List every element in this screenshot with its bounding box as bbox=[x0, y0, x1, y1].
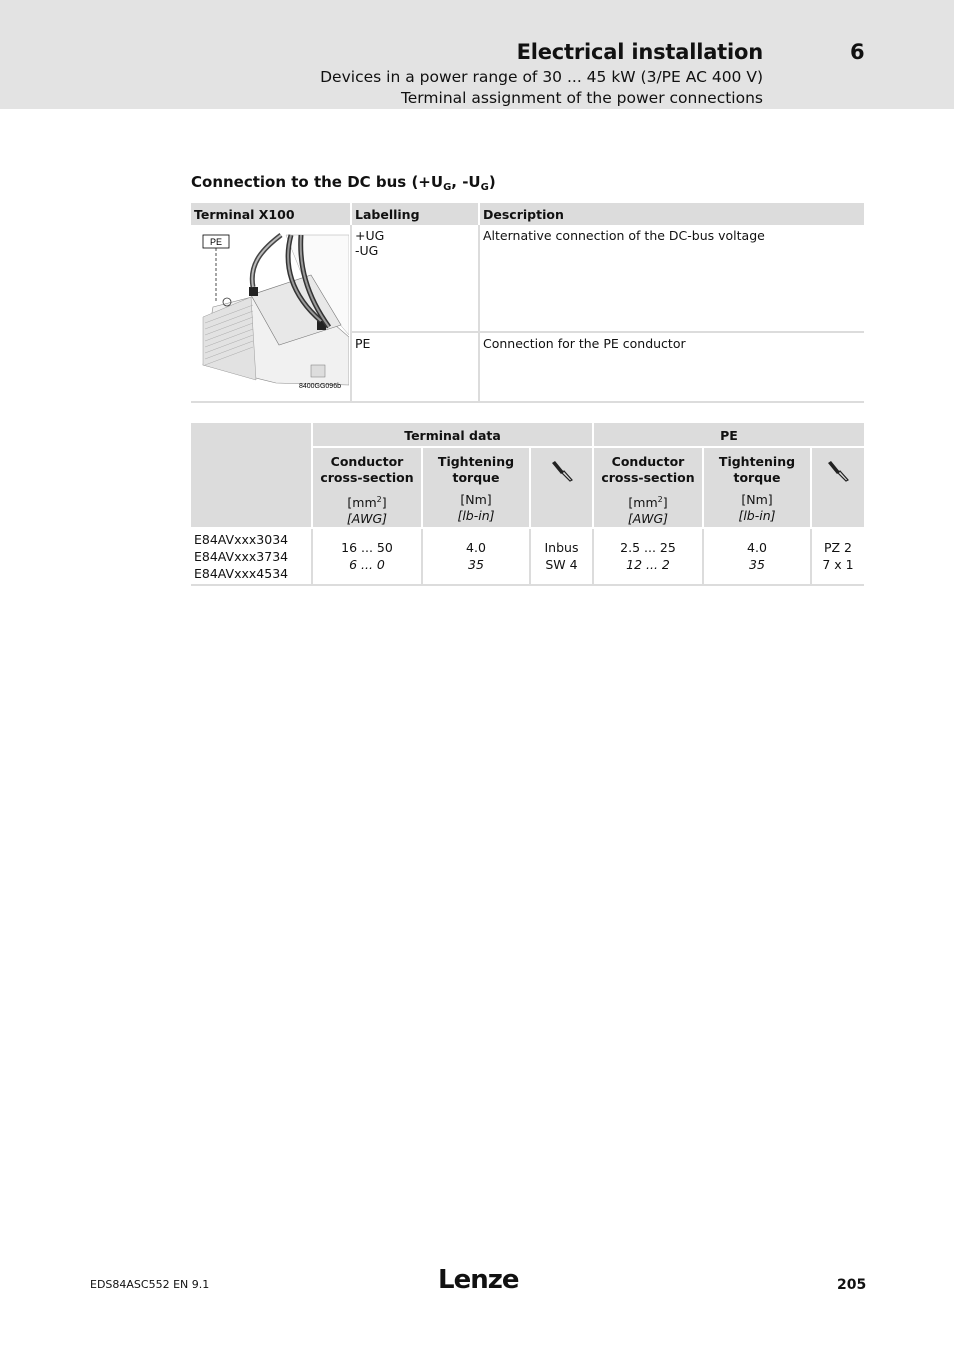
lenze-logo: Lenze bbox=[438, 1265, 519, 1295]
label-minus-ug: -UG bbox=[355, 243, 379, 258]
tool-name: Inbus bbox=[544, 540, 579, 556]
unit-sup: 2 bbox=[376, 495, 382, 504]
unit-awg: [AWG] bbox=[627, 511, 669, 527]
chapter-title: Electrical installation bbox=[516, 40, 763, 64]
unit-nm bbox=[423, 492, 529, 524]
unit-mm2 bbox=[594, 492, 702, 527]
value-awg: 6 ... 0 bbox=[349, 557, 385, 573]
terminal-illustration bbox=[191, 225, 349, 398]
description-cell: Alternative connection of the DC-bus voltage bbox=[479, 225, 864, 332]
header-subtitle-1: Devices in a power range of 30 ... 45 kW (3/PE AC 400 V) bbox=[320, 68, 763, 86]
unit-text: [mm bbox=[628, 495, 658, 511]
header-text: cross-section bbox=[320, 470, 414, 485]
unit-awg: [AWG] bbox=[346, 511, 388, 527]
chapter-number: 6 bbox=[850, 40, 865, 64]
unit-text: [Nm] bbox=[741, 492, 773, 507]
unit-nm bbox=[704, 492, 810, 524]
table-row bbox=[191, 528, 864, 585]
figure-caption: 8400GG096b bbox=[298, 383, 341, 390]
labelling-cell bbox=[351, 332, 479, 402]
header-pe-tool bbox=[811, 447, 864, 528]
value-nm: 4.0 bbox=[747, 540, 767, 556]
pe-torque-value bbox=[703, 528, 811, 585]
value-lbin: 35 bbox=[468, 557, 484, 573]
tool-size: 7 x 1 bbox=[822, 557, 854, 573]
group-header-row bbox=[191, 423, 864, 447]
unit-text: ] bbox=[381, 495, 387, 511]
blank-header bbox=[191, 423, 312, 528]
unit-text: ] bbox=[662, 495, 668, 511]
value-mm2: 2.5 ... 25 bbox=[620, 540, 676, 556]
terminal-cross-section-value bbox=[312, 528, 422, 585]
terminal-torque-value bbox=[422, 528, 530, 585]
terminal-tool-value bbox=[530, 528, 593, 585]
header-tightening-torque bbox=[422, 447, 530, 528]
terminal-table bbox=[191, 203, 864, 403]
model-name: E84AVxxx3034 bbox=[194, 532, 289, 548]
unit-lbin: [lb-in] bbox=[457, 508, 495, 523]
header-text: Tightening bbox=[718, 454, 796, 469]
terminal-data-table bbox=[191, 423, 864, 586]
header-text: torque bbox=[452, 470, 500, 485]
unit-mm2 bbox=[313, 492, 421, 527]
unit-text: [Nm] bbox=[460, 492, 492, 507]
model-list bbox=[191, 528, 312, 585]
header-pe-conductor-cross-section bbox=[593, 447, 703, 528]
value-mm2: 16 ... 50 bbox=[341, 540, 393, 556]
label-plus-ug: +UG bbox=[355, 228, 385, 243]
value-lbin: 35 bbox=[749, 557, 765, 573]
header-subtitle-2: Terminal assignment of the power connections bbox=[400, 89, 763, 107]
description-cell: Connection for the PE conductor bbox=[479, 332, 864, 402]
screwdriver-icon bbox=[550, 460, 574, 482]
header-labelling: Labelling bbox=[351, 203, 479, 225]
heading-subscript: G bbox=[443, 182, 452, 193]
heading-part: ) bbox=[488, 173, 496, 191]
table-row bbox=[191, 225, 864, 332]
value-awg: 12 ... 2 bbox=[626, 557, 670, 573]
unit-sup: 2 bbox=[657, 495, 663, 504]
pe-cross-section-value bbox=[593, 528, 703, 585]
pe-tool-value bbox=[811, 528, 864, 585]
header-text: Tightening bbox=[437, 454, 515, 469]
header-text: Conductor bbox=[330, 454, 404, 469]
heading-part: Connection to the DC bus (+U bbox=[191, 173, 444, 191]
label-pe: PE bbox=[355, 336, 371, 351]
value-nm: 4.0 bbox=[466, 540, 486, 556]
header-text: Conductor bbox=[611, 454, 685, 469]
screwdriver-icon bbox=[826, 460, 850, 482]
unit-text: [mm bbox=[347, 495, 377, 511]
model-name: E84AVxxx3734 bbox=[194, 549, 289, 565]
header-tool bbox=[530, 447, 593, 528]
heading-part: , -U bbox=[451, 173, 481, 191]
terminal-figure bbox=[191, 225, 351, 402]
labelling-cell bbox=[351, 225, 479, 332]
section-heading bbox=[191, 173, 496, 193]
header-text: torque bbox=[733, 470, 781, 485]
header-pe-tightening-torque bbox=[703, 447, 811, 528]
document-id: EDS84ASC552 EN 9.1 bbox=[90, 1278, 210, 1291]
tool-size: SW 4 bbox=[545, 557, 578, 573]
model-name: E84AVxxx4534 bbox=[194, 566, 289, 582]
terminal-table-header bbox=[191, 203, 864, 225]
group-pe: PE bbox=[593, 423, 864, 447]
header-conductor-cross-section bbox=[312, 447, 422, 528]
header-description: Description bbox=[479, 203, 864, 225]
heading-subscript: G bbox=[480, 182, 489, 193]
unit-lbin: [lb-in] bbox=[738, 508, 776, 523]
group-terminal-data: Terminal data bbox=[312, 423, 593, 447]
figure-pe-label: PE bbox=[209, 237, 223, 247]
header-text: cross-section bbox=[601, 470, 695, 485]
header-terminal: Terminal X100 bbox=[191, 203, 351, 225]
page-number: 205 bbox=[837, 1277, 867, 1293]
tool-name: PZ 2 bbox=[823, 540, 853, 556]
